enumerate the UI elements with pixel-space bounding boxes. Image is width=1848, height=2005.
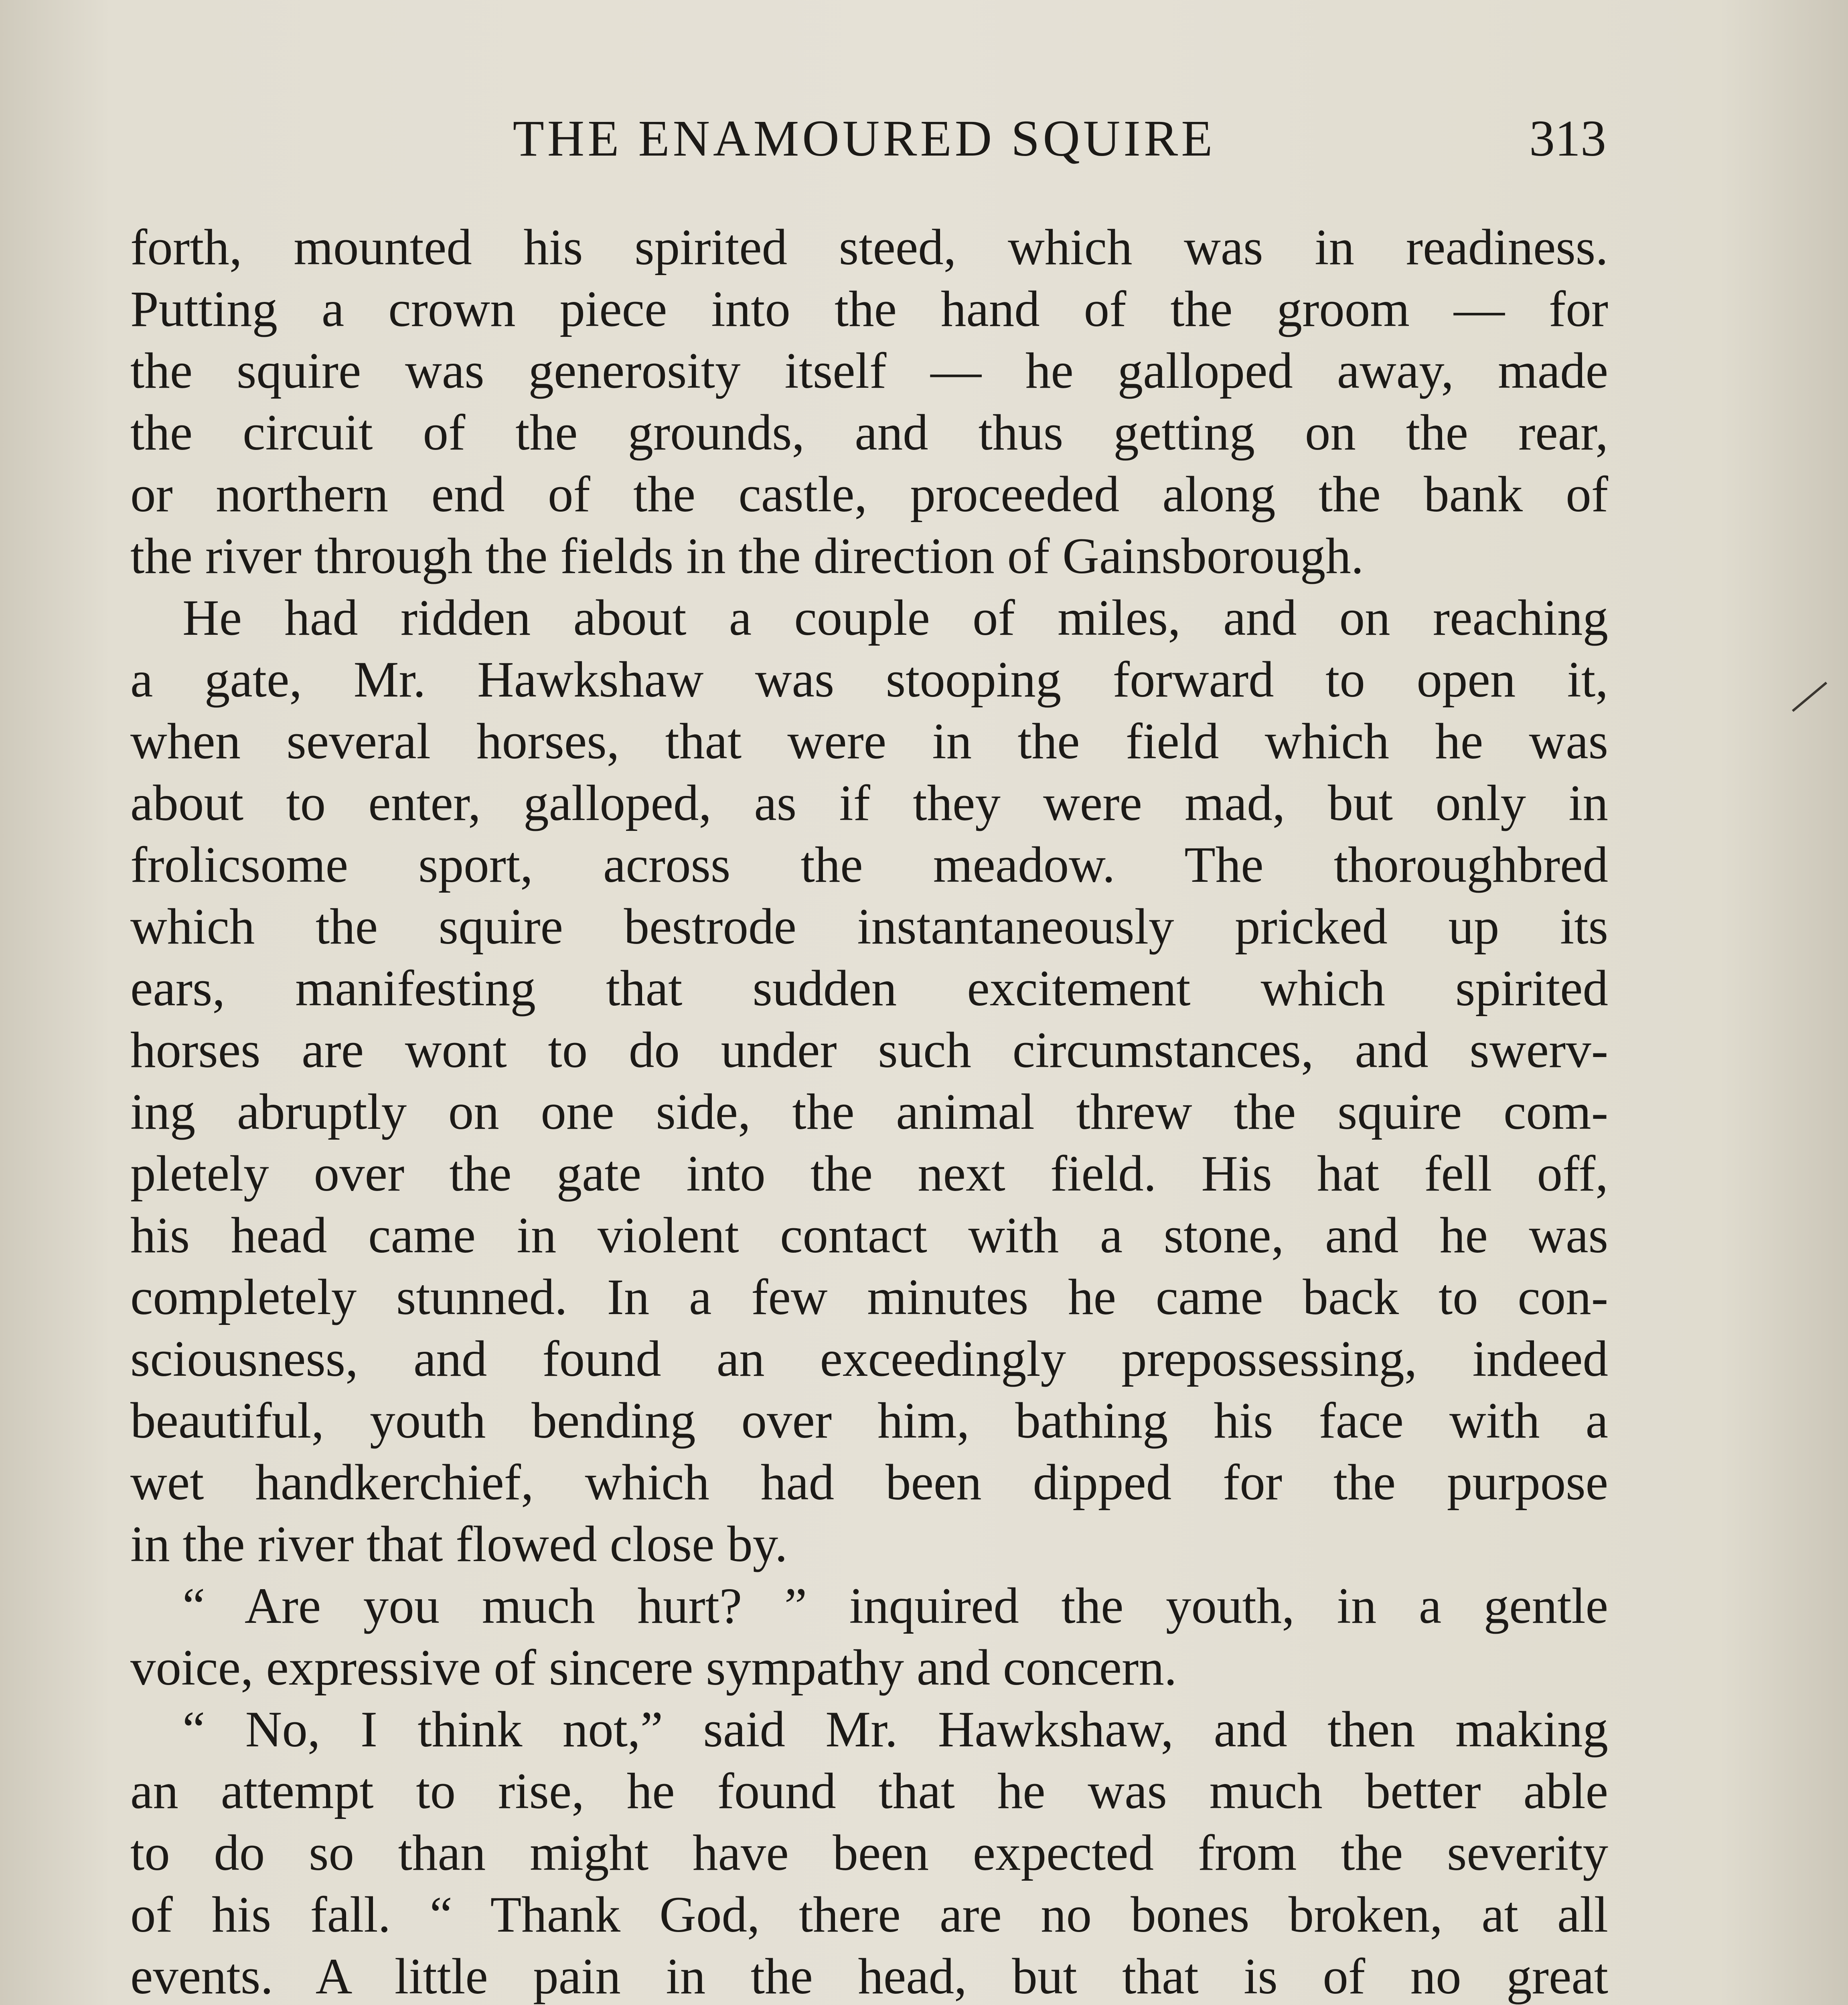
- text-line: when several horses, that were in the field which he was: [130, 713, 1608, 770]
- text-line: the circuit of the grounds, and thus getting on the rear,: [130, 405, 1608, 461]
- text-line: his head came in violent contact with a stone, and he was: [130, 1207, 1608, 1264]
- text-line: in the river that flowed close by.: [130, 1516, 788, 1572]
- text-line: wet handkerchief, which had been dipped for the purpose: [130, 1454, 1608, 1511]
- text-line: which the squire bestrode instantaneously pricked up its: [130, 899, 1608, 955]
- text-line: events. A little pain in the head, but that is of no great: [130, 1948, 1608, 2005]
- text-line: “ Are you much hurt? ” inquired the youth, in a gentle: [182, 1578, 1608, 1634]
- text-line: Putting a crown piece into the hand of the groom — for: [130, 281, 1608, 337]
- text-line: the river through the fields in the direction of Gainsborough.: [130, 528, 1364, 584]
- text-line: completely stunned. In a few minutes he came back to con-: [130, 1269, 1608, 1325]
- body-text: [130, 217, 1608, 2005]
- text-line: a gate, Mr. Hawkshaw was stooping forward to open it,: [130, 652, 1608, 708]
- text-line: frolicsome sport, across the meadow. The thoroughbred: [130, 837, 1608, 893]
- text-line: an attempt to rise, he found that he was much better able: [130, 1763, 1608, 1819]
- text-line: about to enter, galloped, as if they were mad, but only in: [130, 775, 1608, 831]
- text-line: the squire was generosity itself — he galloped away, made: [130, 343, 1608, 399]
- text-line: or northern end of the castle, proceeded along the bank of: [130, 466, 1608, 523]
- running-head: THE ENAMOURED SQUIRE: [513, 110, 1216, 167]
- text-line: ing abruptly on one side, the animal threw the squire com-: [130, 1084, 1608, 1140]
- margin-pencil-mark: [1792, 682, 1827, 712]
- text-line: pletely over the gate into the next field. His hat fell off,: [130, 1146, 1608, 1202]
- text-line: beautiful, youth bending over him, bathing his face with a: [130, 1393, 1608, 1449]
- text-line: He had ridden about a couple of miles, and on reaching: [182, 590, 1608, 646]
- text-line: sciousness, and found an exceedingly prepossessing, indeed: [130, 1331, 1608, 1387]
- text-line: to do so than might have been expected from the severity: [130, 1825, 1608, 1881]
- text-line: ears, manifesting that sudden excitement which spirited: [130, 960, 1608, 1017]
- text-line: forth, mounted his spirited steed, which was in readiness.: [130, 219, 1608, 275]
- text-line: of his fall. “ Thank God, there are no bones broken, at all: [130, 1887, 1608, 1943]
- text-line: horses are wont to do under such circumstances, and swerv-: [130, 1022, 1608, 1078]
- text-line: voice, expressive of sincere sympathy and concern.: [130, 1640, 1177, 1696]
- text-line: “ No, I think not,” said Mr. Hawkshaw, and then making: [182, 1701, 1608, 1758]
- page-number: 313: [1529, 110, 1606, 167]
